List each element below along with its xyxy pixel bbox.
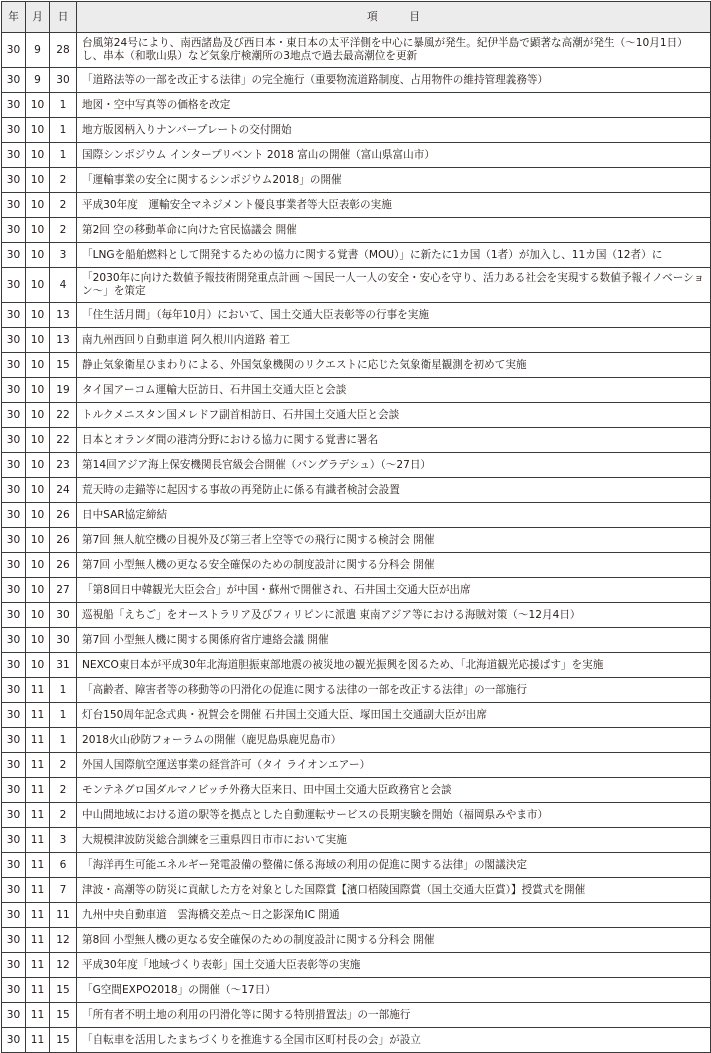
table-row [2, 428, 711, 453]
header-day: 日 [50, 2, 77, 33]
year-cell: 30 [2, 268, 26, 303]
month-cell: 10 [26, 303, 50, 328]
day-cell: 15 [50, 353, 77, 378]
day-cell: 6 [50, 853, 77, 878]
month-cell: 10 [26, 628, 50, 653]
table-row [2, 168, 711, 193]
item-cell: タイ国アーコム運輸大臣訪日、石井国土交通大臣と会談 [77, 378, 711, 403]
year-cell: 30 [2, 728, 26, 753]
item-cell: 第7回 小型無人機の更なる安全確保のための制度設計に関する分科会 開催 [77, 553, 711, 578]
table-row [2, 193, 711, 218]
table-row [2, 403, 711, 428]
year-cell: 30 [2, 528, 26, 553]
year-cell: 30 [2, 903, 26, 928]
chronology-table [1, 1, 711, 1053]
table-row [2, 653, 711, 678]
table-row [2, 503, 711, 528]
year-cell: 30 [2, 478, 26, 503]
year-cell: 30 [2, 553, 26, 578]
item-cell: 日中SAR協定締結 [77, 503, 711, 528]
month-cell: 10 [26, 478, 50, 503]
day-cell: 15 [50, 1028, 77, 1053]
item-cell: 平成30年度 運輸安全マネジメント優良事業者等大臣表彰の実施 [77, 193, 711, 218]
year-cell: 30 [2, 878, 26, 903]
day-cell: 3 [50, 243, 77, 268]
table-row [2, 828, 711, 853]
table-row [2, 33, 711, 68]
header-year: 年 [2, 2, 26, 33]
day-cell: 13 [50, 328, 77, 353]
day-cell: 26 [50, 528, 77, 553]
month-cell: 11 [26, 828, 50, 853]
year-cell: 30 [2, 68, 26, 93]
item-cell: 「所有者不明土地の利用の円滑化等に関する特別措置法」の一部施行 [77, 1003, 711, 1028]
item-cell: 灯台150周年記念式典・祝賀会を開催 石井国土交通大臣、塚田国土交通副大臣が出席 [77, 703, 711, 728]
month-cell: 11 [26, 778, 50, 803]
item-cell: 「道路法等の一部を改正する法律」の完全施行（重要物流道路制度、占用物件の維持管理義務等） [77, 68, 711, 93]
day-cell: 13 [50, 303, 77, 328]
item-cell: NEXCO東日本が平成30年北海道胆振東部地震の被災地の観光振興を図るため、「北海道観光応援ぱす」を実施 [77, 653, 711, 678]
day-cell: 30 [50, 68, 77, 93]
year-cell: 30 [2, 653, 26, 678]
table-row [2, 328, 711, 353]
day-cell: 30 [50, 603, 77, 628]
month-cell: 11 [26, 978, 50, 1003]
header-item: 項 目 [77, 2, 711, 33]
table-row [2, 1003, 711, 1028]
day-cell: 1 [50, 93, 77, 118]
day-cell: 1 [50, 728, 77, 753]
day-cell: 2 [50, 778, 77, 803]
month-cell: 10 [26, 118, 50, 143]
table-row [2, 93, 711, 118]
table-row [2, 218, 711, 243]
year-cell: 30 [2, 218, 26, 243]
table-row [2, 678, 711, 703]
day-cell: 11 [50, 903, 77, 928]
day-cell: 22 [50, 403, 77, 428]
item-cell: 第14回アジア海上保安機関長官級会合開催（バングラデシュ）（〜27日） [77, 453, 711, 478]
month-cell: 10 [26, 143, 50, 168]
day-cell: 2 [50, 193, 77, 218]
month-cell: 11 [26, 853, 50, 878]
day-cell: 2 [50, 753, 77, 778]
table-row [2, 778, 711, 803]
item-cell: 日本とオランダ間の港湾分野における協力に関する覚書に署名 [77, 428, 711, 453]
table-row [2, 953, 711, 978]
day-cell: 22 [50, 428, 77, 453]
month-cell: 11 [26, 1028, 50, 1053]
year-cell: 30 [2, 1003, 26, 1028]
day-cell: 28 [50, 33, 77, 68]
day-cell: 23 [50, 453, 77, 478]
table-row [2, 268, 711, 303]
day-cell: 15 [50, 1003, 77, 1028]
table-row [2, 453, 711, 478]
day-cell: 12 [50, 928, 77, 953]
day-cell: 26 [50, 503, 77, 528]
table-row [2, 553, 711, 578]
year-cell: 30 [2, 503, 26, 528]
item-cell: 大規模津波防災総合訓練を三重県四日市市において実施 [77, 828, 711, 853]
table-row [2, 903, 711, 928]
year-cell: 30 [2, 328, 26, 353]
month-cell: 11 [26, 703, 50, 728]
item-cell: 中山間地域における道の駅等を拠点とした自動運転サービスの長期実験を開始（福岡県みやま市） [77, 803, 711, 828]
month-cell: 10 [26, 168, 50, 193]
year-cell: 30 [2, 93, 26, 118]
item-cell: 静止気象衛星ひまわりによる、外国気象機関のリクエストに応じた気象衛星観測を初めて実施 [77, 353, 711, 378]
table-row [2, 803, 711, 828]
table-row [2, 528, 711, 553]
item-cell: 平成30年度「地域づくり表彰」国土交通大臣表彰等の実施 [77, 953, 711, 978]
item-cell: 第7回 無人航空機の目視外及び第三者上空等での飛行に関する検討会 開催 [77, 528, 711, 553]
day-cell: 15 [50, 978, 77, 1003]
item-cell: 地方版図柄入りナンバープレートの交付開始 [77, 118, 711, 143]
table-row [2, 703, 711, 728]
day-cell: 2 [50, 218, 77, 243]
table-row [2, 243, 711, 268]
month-cell: 10 [26, 553, 50, 578]
table-row [2, 143, 711, 168]
table-row [2, 578, 711, 603]
item-cell: 「自転車を活用したまちづくりを推進する全国市区町村長の会」が設立 [77, 1028, 711, 1053]
year-cell: 30 [2, 33, 26, 68]
item-cell: 「住生活月間」（毎年10月）において、国土交通大臣表彰等の行事を実施 [77, 303, 711, 328]
month-cell: 11 [26, 728, 50, 753]
month-cell: 11 [26, 878, 50, 903]
item-cell: 第2回 空の移動革命に向けた官民協議会 開催 [77, 218, 711, 243]
year-cell: 30 [2, 353, 26, 378]
month-cell: 10 [26, 353, 50, 378]
year-cell: 30 [2, 928, 26, 953]
table-row [2, 853, 711, 878]
month-cell: 11 [26, 903, 50, 928]
month-cell: 10 [26, 243, 50, 268]
day-cell: 7 [50, 878, 77, 903]
month-cell: 11 [26, 1003, 50, 1028]
item-cell: 外国人国際航空運送事業の経営許可（タイ ライオンエアー） [77, 753, 711, 778]
month-cell: 10 [26, 453, 50, 478]
item-cell: 南九州西回り自動車道 阿久根川内道路 着工 [77, 328, 711, 353]
header-row [2, 2, 711, 33]
month-cell: 11 [26, 928, 50, 953]
month-cell: 10 [26, 528, 50, 553]
year-cell: 30 [2, 778, 26, 803]
year-cell: 30 [2, 578, 26, 603]
item-cell: 「高齢者、障害者等の移動等の円滑化の促進に関する法律の一部を改正する法律」の一部施行 [77, 678, 711, 703]
table-row [2, 478, 711, 503]
item-cell: 「G空間EXPO2018」の開催（〜17日） [77, 978, 711, 1003]
item-cell: 国際シンポジウム インタープリベント 2018 富山の開催（富山県富山市） [77, 143, 711, 168]
table-row [2, 978, 711, 1003]
day-cell: 19 [50, 378, 77, 403]
month-cell: 10 [26, 653, 50, 678]
year-cell: 30 [2, 703, 26, 728]
year-cell: 30 [2, 978, 26, 1003]
year-cell: 30 [2, 828, 26, 853]
month-cell: 10 [26, 93, 50, 118]
item-cell: 「2030年に向けた数値予報技術開発重点計画 〜国民一人一人の安全・安心を守り、活力ある社会を実現する数値予報イノベーション〜」を策定 [77, 268, 711, 303]
year-cell: 30 [2, 168, 26, 193]
day-cell: 12 [50, 953, 77, 978]
year-cell: 30 [2, 403, 26, 428]
month-cell: 10 [26, 218, 50, 243]
year-cell: 30 [2, 453, 26, 478]
month-cell: 11 [26, 753, 50, 778]
year-cell: 30 [2, 193, 26, 218]
table-row [2, 928, 711, 953]
month-cell: 10 [26, 578, 50, 603]
day-cell: 31 [50, 653, 77, 678]
year-cell: 30 [2, 428, 26, 453]
month-cell: 10 [26, 268, 50, 303]
month-cell: 10 [26, 378, 50, 403]
year-cell: 30 [2, 1028, 26, 1053]
day-cell: 2 [50, 168, 77, 193]
item-cell: 台風第24号により、南西諸島及び西日本・東日本の太平洋側を中心に暴風が発生。紀伊半島で顕著な高潮が発生（〜10月1日）し、串本（和歌山県）など気象庁検潮所の3地点で過去最高潮位を更新 [77, 33, 711, 68]
item-cell: トルクメニスタン国メレドフ副首相訪日、石井国土交通大臣と会談 [77, 403, 711, 428]
year-cell: 30 [2, 118, 26, 143]
month-cell: 10 [26, 603, 50, 628]
year-cell: 30 [2, 753, 26, 778]
table-row [2, 878, 711, 903]
table-row [2, 1028, 711, 1053]
day-cell: 4 [50, 268, 77, 303]
table-row [2, 728, 711, 753]
year-cell: 30 [2, 378, 26, 403]
year-cell: 30 [2, 303, 26, 328]
year-cell: 30 [2, 603, 26, 628]
item-cell: 「運輸事業の安全に関するシンポジウム2018」の開催 [77, 168, 711, 193]
month-cell: 10 [26, 503, 50, 528]
day-cell: 1 [50, 143, 77, 168]
item-cell: 九州中央自動車道 雲海橋交差点〜日之影深角IC 開通 [77, 903, 711, 928]
item-cell: モンテネグロ国ダルマノビッチ外務大臣来日、田中国土交通大臣政務官と会談 [77, 778, 711, 803]
day-cell: 27 [50, 578, 77, 603]
table-row [2, 628, 711, 653]
table-row [2, 753, 711, 778]
table-row [2, 303, 711, 328]
year-cell: 30 [2, 803, 26, 828]
day-cell: 1 [50, 678, 77, 703]
item-cell: 第8回 小型無人機の更なる安全確保のための制度設計に関する分科会 開催 [77, 928, 711, 953]
item-cell: 「LNGを船舶燃料として開発するための協力に関する覚書（MOU）」に新たに1カ国（1者）が加入し、11カ国（12者）に [77, 243, 711, 268]
item-cell: 津波・高潮等の防災に貢献した方を対象とした国際賞【濱口梧陵国際賞（国土交通大臣賞）】授賞式を開催 [77, 878, 711, 903]
day-cell: 26 [50, 553, 77, 578]
item-cell: 荒天時の走錨等に起因する事故の再発防止に係る有識者検討会設置 [77, 478, 711, 503]
table-row [2, 603, 711, 628]
month-cell: 11 [26, 953, 50, 978]
table-row [2, 353, 711, 378]
year-cell: 30 [2, 628, 26, 653]
month-cell: 11 [26, 803, 50, 828]
item-cell: 地図・空中写真等の価格を改定 [77, 93, 711, 118]
item-cell: 第7回 小型無人機に関する関係府省庁連絡会議 開催 [77, 628, 711, 653]
day-cell: 1 [50, 118, 77, 143]
year-cell: 30 [2, 243, 26, 268]
item-cell: 「第8回日中韓観光大臣会合」が中国・蘇州で開催され、石井国土交通大臣が出席 [77, 578, 711, 603]
year-cell: 30 [2, 953, 26, 978]
month-cell: 10 [26, 428, 50, 453]
month-cell: 10 [26, 193, 50, 218]
item-cell: 巡視船「えちご」をオーストラリア及びフィリピンに派遣 東南アジア等における海賊対策（〜12月4日） [77, 603, 711, 628]
header-month: 月 [26, 2, 50, 33]
month-cell: 10 [26, 403, 50, 428]
table-row [2, 68, 711, 93]
table-row [2, 118, 711, 143]
table-row [2, 378, 711, 403]
year-cell: 30 [2, 143, 26, 168]
day-cell: 2 [50, 803, 77, 828]
month-cell: 9 [26, 33, 50, 68]
month-cell: 9 [26, 68, 50, 93]
day-cell: 3 [50, 828, 77, 853]
day-cell: 1 [50, 703, 77, 728]
month-cell: 10 [26, 328, 50, 353]
year-cell: 30 [2, 678, 26, 703]
day-cell: 24 [50, 478, 77, 503]
item-cell: 「海洋再生可能エネルギー発電設備の整備に係る海域の利用の促進に関する法律」の閣議決定 [77, 853, 711, 878]
month-cell: 11 [26, 678, 50, 703]
year-cell: 30 [2, 853, 26, 878]
day-cell: 30 [50, 628, 77, 653]
item-cell: 2018火山砂防フォーラムの開催（鹿児島県鹿児島市） [77, 728, 711, 753]
